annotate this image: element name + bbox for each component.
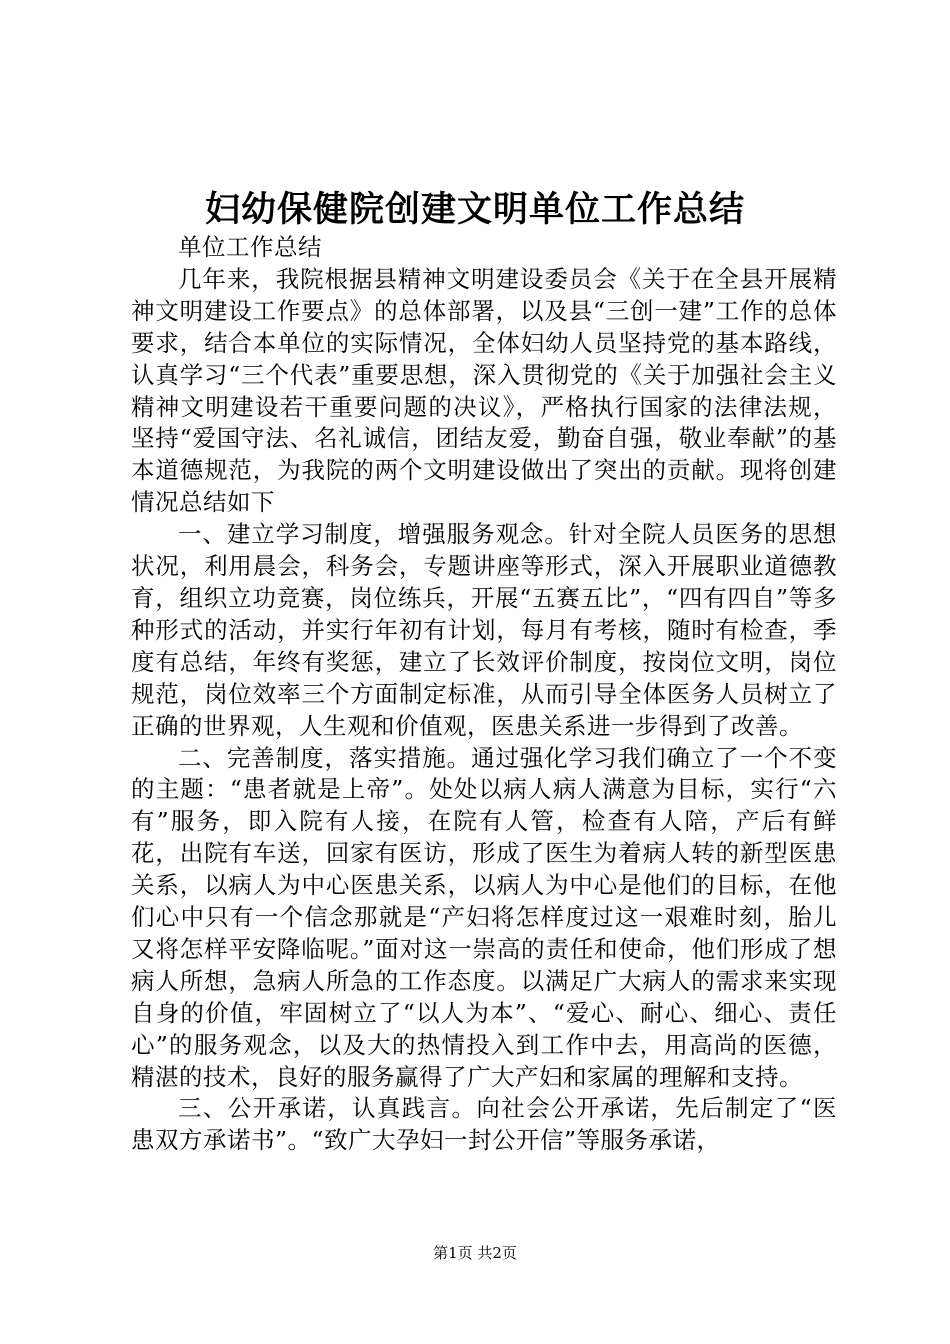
page-number-footer: 第1页 共2页 [433,1244,517,1262]
paragraph-section-1: 一、建立学习制度，增强服务观念。针对全院人员医务的思想状况，利用晨会，科务会，专题讲座等形式，深入开展职业道德教育，组织立功竞赛，岗位练兵，开展“五赛五比”，“四有四自”等多种形式的活动，并实行年初有计划，每月有考核，随时有检查，季度有总结，年终有奖惩，建立了长效评价制度，按岗位文明，岗位规范，岗位效率三个方面制定标准，从而引导全体医务人员树立了正确的世界观，人生观和价值观，医患关系进一步得到了改善。 [131,520,837,740]
document-title: 妇幼保健院创建文明单位工作总结 [204,189,745,230]
paragraph-intro: 几年来，我院根据县精神文明建设委员会《关于在全县开展精神文明建设工作要点》的总体部署，以及县“三创一建”工作的总体要求，结合本单位的实际情况，全体妇幼人员坚持党的基本路线，认真学习“三个代表”重要思想，深入贯彻党的《关于加强社会主义精神文明建设若干重要问题的决议》，严格执行国家的法律法规，坚持“爱国守法、名礼诚信，团结友爱，勤奋自强，敬业奉献”的基本道德规范，为我院的两个文明建设做出了突出的贡献。现将创建情况总结如下 [131,264,837,517]
paragraph-section-3: 三、公开承诺，认真践言。向社会公开承诺，先后制定了“医患双方承诺书”。“致广大孕妇一封公开信”等服务承诺， [131,1094,837,1155]
document-body [131,232,837,1157]
paragraph-section-2: 二、完善制度，落实措施。通过强化学习我们确立了一个不变的主题：“患者就是上帝”。处处以病人病人满意为目标，实行“六有”服务，即入院有人接，在院有人管，检查有人陪，产后有鲜花，出院有车送，回家有医访，形成了医生为着病人转的新型医患关系，以病人为中心医患关系，以病人为中心是他们的目标，在他们心中只有一个信念那就是“产妇将怎样度过这一艰难时刻，胎儿又将怎样平安降临呢。”面对这一崇高的责任和使命，他们形成了想病人所想，急病人所急的工作态度。以满足广大病人的需求来实现自身的价值，牢固树立了“以人为本”、“爱心、耐心、细心、责任心”的服务观念，以及大的热情投入到工作中去，用高尚的医德，精湛的技术，良好的服务赢得了广大产妇和家属的理解和支持。 [131,743,837,1091]
paragraph-subtitle: 单位工作总结 [178,233,322,261]
